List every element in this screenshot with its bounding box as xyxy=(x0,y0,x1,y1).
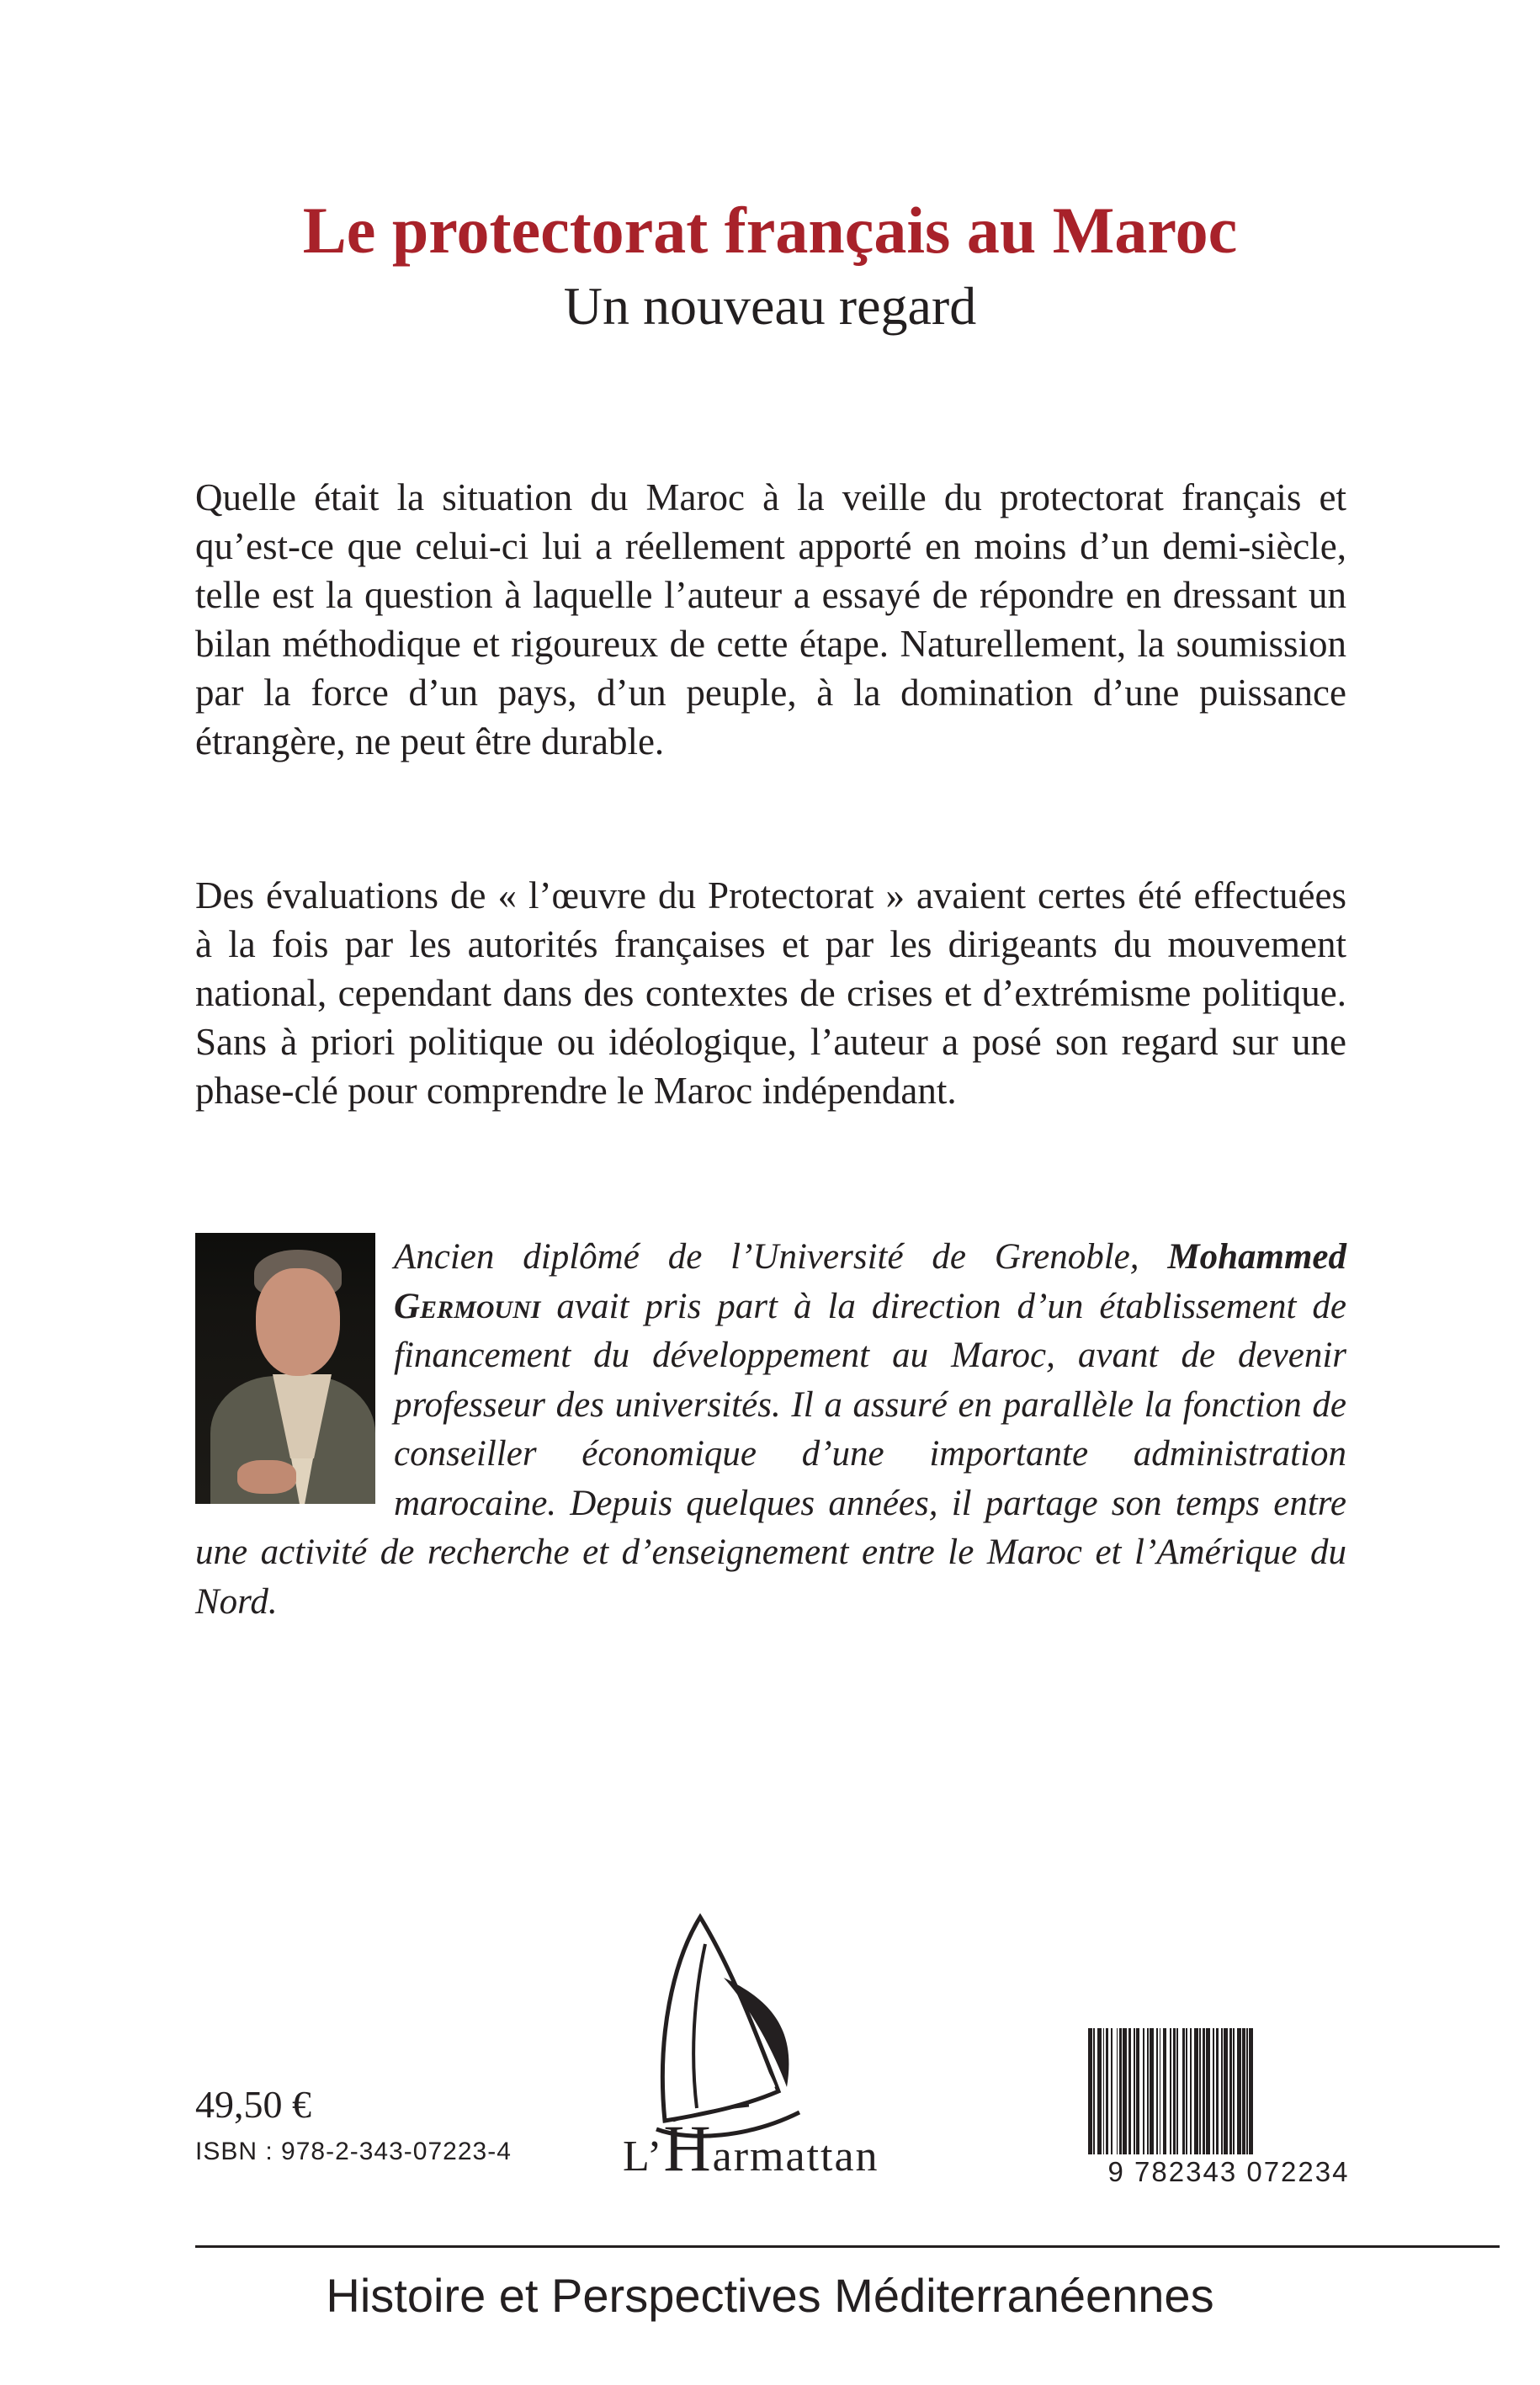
book-subtitle: Un nouveau regard xyxy=(563,276,977,336)
book-title: Le protectorat français au Maroc xyxy=(302,194,1238,267)
footer-divider xyxy=(195,2245,1500,2248)
publisher-initial: H xyxy=(663,2111,713,2185)
collection-name: Histoire et Perspectives Méditerranéennes xyxy=(326,2269,1214,2322)
author-photo xyxy=(195,1233,375,1504)
isbn: ISBN : 978-2-343-07223-4 xyxy=(195,2138,512,2165)
publisher-logo-text xyxy=(623,2111,879,2185)
publisher-name-rest: armattan xyxy=(712,2133,879,2180)
summary-paragraph-2: Des évaluations de « l’œuvre du Protectorat » avaient certes été effectuées à la fois par les autorités françaises et par les dirigeants du mouvement national, cependant dans des contextes de crises et d’extrémisme politique. Sans à priori politique ou idéologique, l’auteur a posé son regard sur une phase-clé pour comprendre le Maroc indépendant. xyxy=(195,874,1346,1112)
publisher-prefix: L’ xyxy=(623,2133,664,2180)
ean13-barcode-icon xyxy=(1088,2028,1383,2154)
barcode-digits: 9 782343 072234 xyxy=(1107,2156,1350,2187)
author-section xyxy=(195,1233,1346,1627)
author-bio-intro: Ancien diplômé de l’Université de Grenoble, xyxy=(394,1237,1168,1277)
author-bio-rest: avait pris part à la direction d’un établissement de financement du développement au Maroc, avant de devenir professeur des universités. Il a assuré en parallèle la fonction de conseiller économique d’une importante administration marocaine. Depuis quelques années, il partage son temps entre une activité de recherche et d’enseignement entre le Maroc et l’Amérique du Nord. xyxy=(195,1286,1346,1622)
summary-paragraph-1: Quelle était la situation du Maroc à la veille du protectorat français et qu’est-ce que celui-ci lui a réellement apporté en moins d’un demi-siècle, telle est la question à laquelle l’auteur a essayé de répondre en dressant un bilan méthodique et rigoureux de cette étape. Naturellement, la soumission par la force d’un pays, d’un peuple, à la domination d’une puissance étrangère, ne peut être durable. xyxy=(195,476,1346,762)
barcode xyxy=(1065,2028,1393,2188)
author-last-name: Germouni xyxy=(394,1286,541,1326)
author-first-name: Mohammed xyxy=(1167,1237,1346,1277)
price: 49,50 € xyxy=(195,2083,311,2126)
